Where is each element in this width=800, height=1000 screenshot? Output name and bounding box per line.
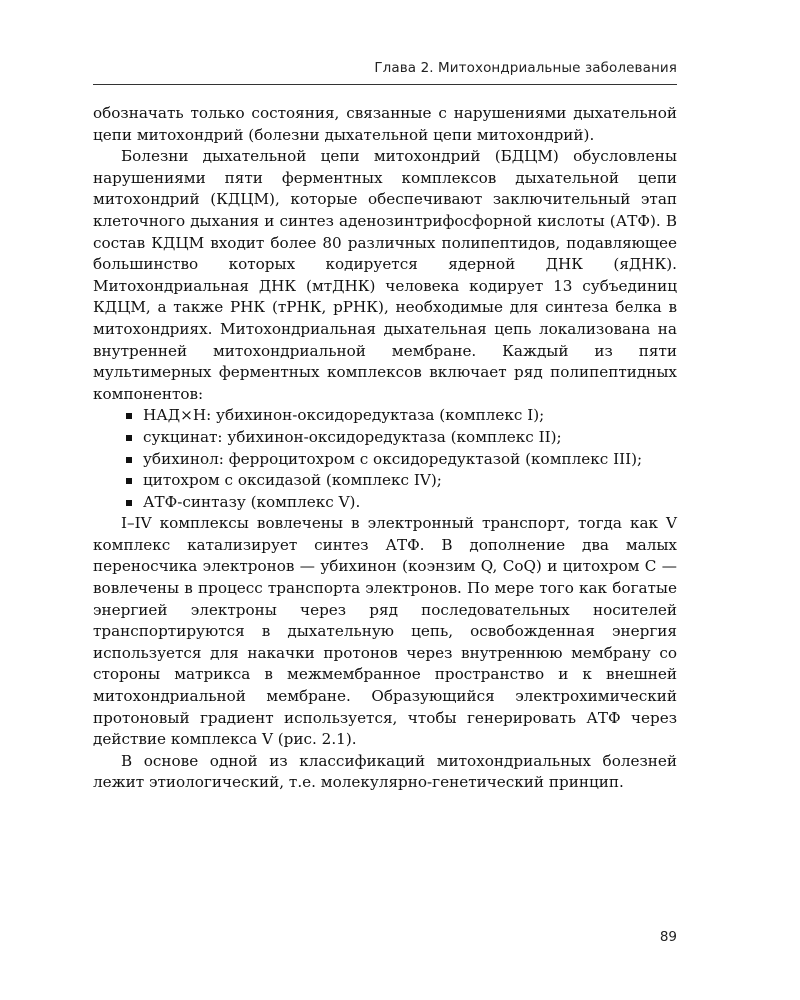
list-item-text: убихинол: ферроцитохром с оксидоредуктазой (комплекс III); — [143, 449, 643, 468]
list-item — [93, 427, 677, 449]
list-item-text: НАД×Н: убихинон-оксидоредуктаза (комплекс I); — [143, 406, 545, 425]
paragraph-continuation: обозначать только состояния, связанные с нарушениями дыхательной цепи митохондрий (болезни дыхательной цепи митохондрий). — [93, 104, 677, 144]
square-bullet-icon — [126, 435, 132, 441]
paragraph-bdcm: Болезни дыхательной цепи митохондрий (БДЦМ) обусловлены нарушениями пяти ферментных комплексов дыхательной цепи митохондрий (КДЦМ), которые обеспечивают заключительный этап клеточного дыхания и синтез аденозинтрифосфорной кислоты (АТФ). В состав КДЦМ входит более 80 различных полипептидов, подавляющее большинство которых кодируется ядерной ДНК (яДНК). Митохондриальная ДНК (мтДНК) человека кодирует 13 субъединиц КДЦМ, а также РНК (тРНК, рРНК), необходимые для синтеза белка в митохондриях. Митохондриальная дыхательная цепь локализована на внутренней митохондриальной мембране. Каждый из пяти мультимерных ферментных комплексов включает ряд полипептидных компонентов: — [93, 147, 677, 403]
body-text — [93, 103, 677, 794]
square-bullet-icon — [126, 500, 132, 506]
list-item-text: цитохром с оксидазой (комплекс IV); — [143, 471, 442, 490]
page-number: 89 — [659, 929, 677, 945]
list-item-text: АТФ-синтазу (комплекс V). — [143, 492, 361, 511]
list-item-text: сукцинат: убихинон-оксидоредуктаза (комплекс II); — [143, 427, 562, 446]
paragraph-transport: I–IV комплексы вовлечены в электронный транспорт, тогда как V комплекс катализирует синтез АТФ. В дополнение два малых переносчика электронов — убихинон (коэнзим Q, CoQ) и цитохром C — вовлечены в процесс транспорта электронов. По мере того как богатые энергией электроны через ряд последовательных носителей транспортируются в дыхательную цепь, освобожденная энергия используется для накачки протонов через внутреннюю мембрану со стороны матрикса в межмембранное пространство и к внешней митохондриальной мембране. Образующийся электрохимический протоновый градиент используется, чтобы генерировать АТФ через действие комплекса V (рис. 2.1). — [93, 514, 677, 749]
list-item — [93, 405, 677, 427]
list-item — [93, 470, 677, 492]
list-item — [93, 492, 677, 514]
square-bullet-icon — [126, 478, 132, 484]
running-head: Глава 2. Митохондриальные заболевания — [374, 60, 677, 76]
list-item — [93, 449, 677, 471]
paragraph-classification: В основе одной из классификаций митохондриальных болезней лежит этиологический, т.е. молекулярно-генетический принцип. — [93, 751, 677, 792]
square-bullet-icon — [126, 413, 132, 419]
complex-list — [93, 405, 677, 513]
header-rule — [93, 84, 677, 85]
square-bullet-icon — [126, 457, 132, 463]
